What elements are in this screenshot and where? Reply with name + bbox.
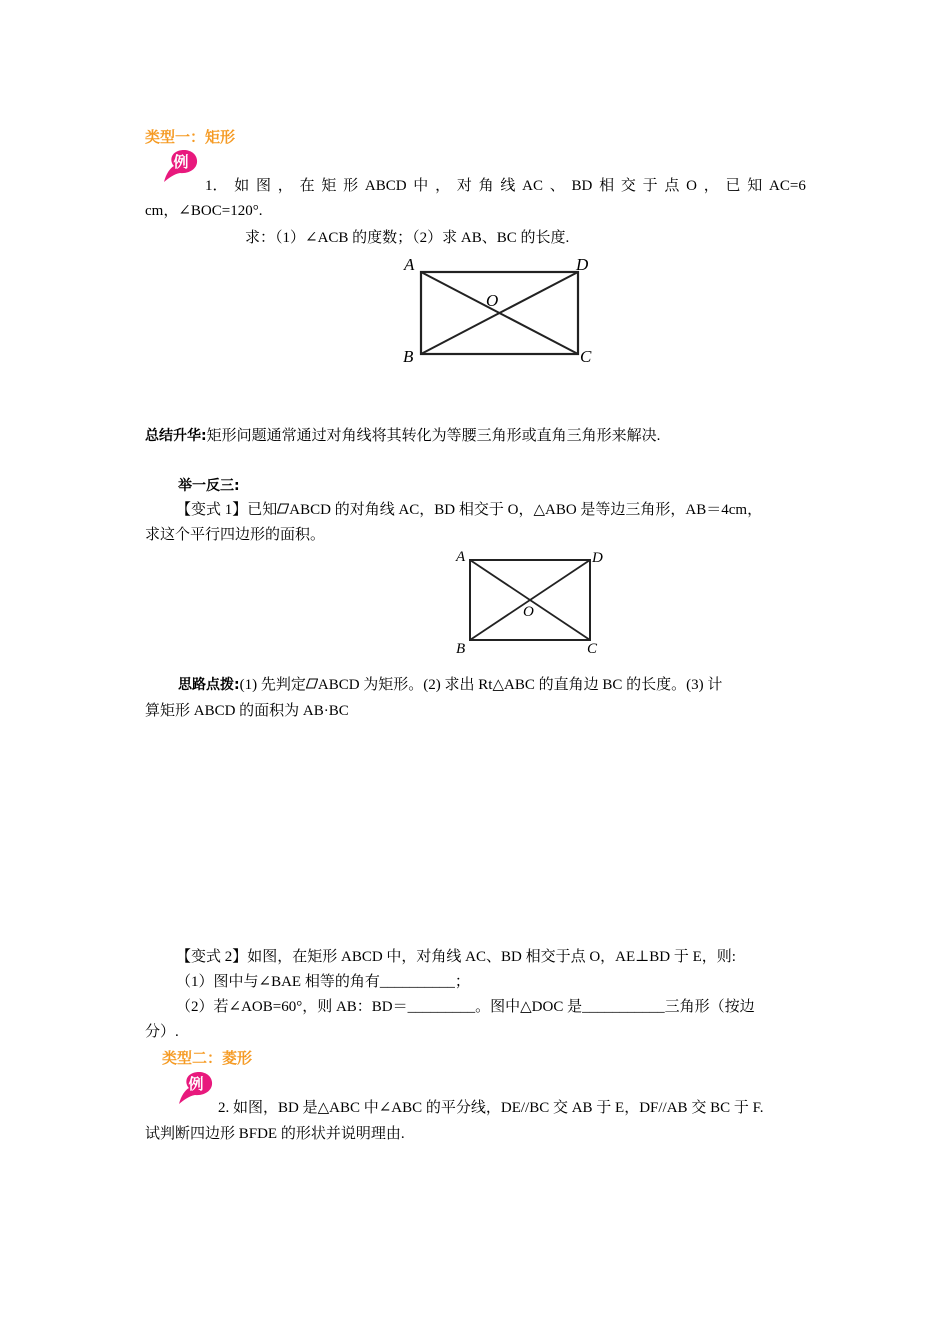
summary-text: 矩形问题通常通过对角线将其转化为等腰三角形或直角三角形来解决. (206, 428, 661, 444)
example1-word: O (686, 178, 697, 194)
variant1-label: 【变式 1】 (176, 502, 248, 518)
label-a: A (456, 549, 466, 565)
example1-word: 已 (725, 178, 741, 194)
example1-word: 在 (299, 178, 315, 194)
parallelogram-icon (277, 503, 289, 514)
section-heading-rectangle: 类型一：矩形 (145, 128, 236, 146)
label-a: A (404, 255, 415, 274)
rectangle-figure-1 (398, 252, 602, 370)
example1-word: 形 (343, 178, 359, 194)
section-heading-rhombus: 类型二：菱形 (162, 1049, 253, 1067)
example1-word: 于 (642, 178, 658, 194)
example1-line1 (205, 174, 806, 199)
variant2-line2: （1）图中与∠BAE 相等的角有__________； (176, 974, 470, 990)
example1-word: 如 (234, 178, 250, 194)
example1-question: 求：（1）∠ACB 的度数；（2）求 AB、BC 的长度. (245, 230, 570, 246)
variant1-text-a: 已知 (247, 502, 278, 518)
label-b: B (403, 347, 414, 366)
example1-word: 中 (413, 178, 429, 194)
example-badge-icon (160, 148, 200, 184)
hint-text-b: ABCD 为矩形。(2) 求出 Rt△ABC 的直角边 BC 的长度。(3) 计 (317, 677, 723, 693)
parallelogram-icon (306, 678, 318, 689)
example1-word: 矩 (321, 178, 337, 194)
example1-word: ， (435, 178, 451, 194)
badge-char: 例 (173, 153, 189, 171)
variant2-line4: 分）. (145, 1024, 179, 1040)
example2-line1: 2. 如图，BD 是△ABC 中∠ABC 的平分线，DE//BC 交 AB 于 E，DF//AB 交 BC 于 F. (218, 1100, 764, 1116)
variant1-text-b: ABCD 的对角线 AC，BD 相交于 O，△ABO 是等边三角形，AB＝4cm， (289, 502, 763, 518)
example1-word: 知 (747, 178, 763, 194)
example1-word: 点 (664, 178, 680, 194)
hint-label: 思路点拨: (178, 677, 240, 693)
summary (145, 424, 660, 449)
example1-word: 图 (256, 178, 272, 194)
example1-word: 1． (205, 178, 228, 194)
example1-word: 角 (478, 178, 494, 194)
example1-word: AC (522, 178, 543, 194)
label-o: O (486, 291, 499, 310)
example1-word: BD (571, 178, 593, 194)
example1-word: 交 (620, 178, 636, 194)
example1-word: ， (703, 178, 719, 194)
example1-word: ， (277, 178, 293, 194)
example1-word: ABCD (364, 178, 407, 194)
hint-text-a: (1) 先判定 (239, 677, 306, 693)
example1-line2: cm，∠BOC=120°. (145, 203, 263, 219)
variant1-line1 (176, 498, 762, 523)
label-o: O (523, 604, 534, 620)
label-d: D (592, 550, 603, 566)
variant1-line2: 求这个平行四边形的面积。 (145, 527, 326, 543)
example-badge-icon (175, 1070, 215, 1106)
hint-line2: 算矩形 ABCD 的面积为 AB·BC (145, 703, 349, 719)
example1-word: 相 (599, 178, 615, 194)
label-c: C (580, 347, 592, 366)
badge-char: 例 (188, 1075, 204, 1093)
label-b: B (456, 641, 466, 657)
rectangle-figure-2 (450, 545, 610, 657)
example2-line2: 试判断四边形 BFDE 的形状并说明理由. (145, 1126, 405, 1142)
practice-label: 举一反三: (178, 478, 240, 494)
example1-word: 对 (456, 178, 472, 194)
example1-word: AC=6 (769, 178, 806, 194)
example1-word: 线 (500, 178, 516, 194)
summary-label: 总结升华: (145, 428, 207, 444)
label-d: D (576, 255, 589, 274)
hint-line1 (178, 673, 722, 698)
label-c: C (587, 641, 598, 657)
variant2-line1: 【变式 2】如图，在矩形 ABCD 中，对角线 AC、BD 相交于点 O，AE⊥BD 于 E，则: (176, 949, 736, 965)
variant2-line3: （2）若∠AOB=60°，则 AB：BD＝_________。图中△DOC 是___________三角形（按边 (176, 999, 755, 1015)
example1-word: 、 (549, 178, 565, 194)
